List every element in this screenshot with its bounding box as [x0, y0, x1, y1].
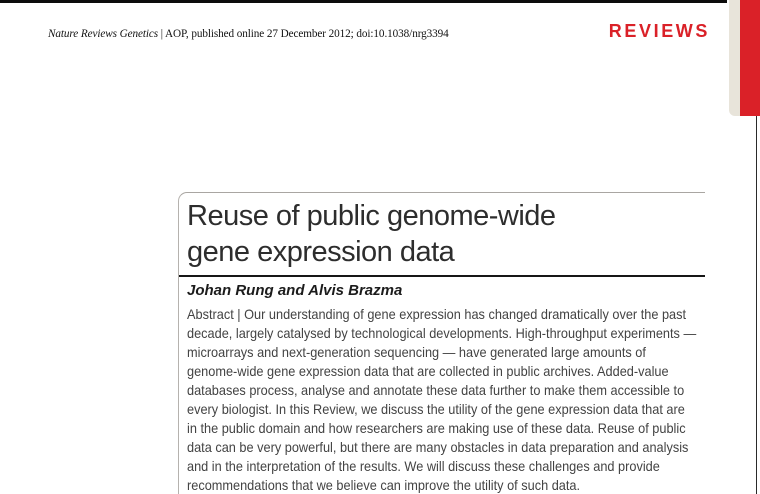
journal-name: Nature Reviews Genetics	[48, 26, 159, 40]
citation-text: | AOP, published online 27 December 2012; doi:10.1038/nrg3394	[158, 26, 449, 40]
abstract-line: databases process, analyse and annotate these data further to make them accessible to	[187, 382, 685, 398]
top-rule	[0, 0, 727, 3]
abstract-line: in the public domain and how researchers are making use of these data. Reuse of public	[187, 420, 686, 436]
abstract-line: data can be very powerful, but there are many obstacles in data preparation and analysis	[187, 439, 689, 455]
article-authors: Johan Rung and Alvis Brazma	[187, 282, 403, 299]
article-title	[187, 198, 705, 270]
abstract-line: every biologist. In this Review, we discuss the utility of the gene expression data that are	[187, 401, 685, 417]
page-edge-line	[756, 116, 757, 494]
abstract-line: recommendations that we believe can improve the utility of such data.	[187, 477, 581, 493]
article-title-line1: Reuse of public genome-wide	[187, 200, 556, 232]
abstract-line: and in the interpretation of the results. We will discuss these challenges and provide	[187, 458, 660, 474]
article-abstract	[187, 305, 708, 494]
abstract-line: Abstract | Our understanding of gene expression has changed dramatically over the past	[187, 306, 687, 322]
title-divider	[179, 275, 705, 277]
abstract-line: microarrays and next-generation sequencing — have generated large amounts of	[187, 344, 646, 360]
header-citation	[48, 26, 449, 41]
section-color-bar	[740, 0, 760, 116]
abstract-line: genome-wide gene expression data that are collected in public archives. Added-value	[187, 363, 669, 379]
article-header-box	[178, 192, 705, 494]
abstract-line: decade, largely catalysed by technological developments. High-throughput experiments —	[187, 325, 697, 341]
article-title-line2: gene expression data	[187, 236, 455, 268]
accent-strip-beige	[729, 0, 740, 116]
section-label-reviews: REVIEWS	[608, 21, 710, 41]
